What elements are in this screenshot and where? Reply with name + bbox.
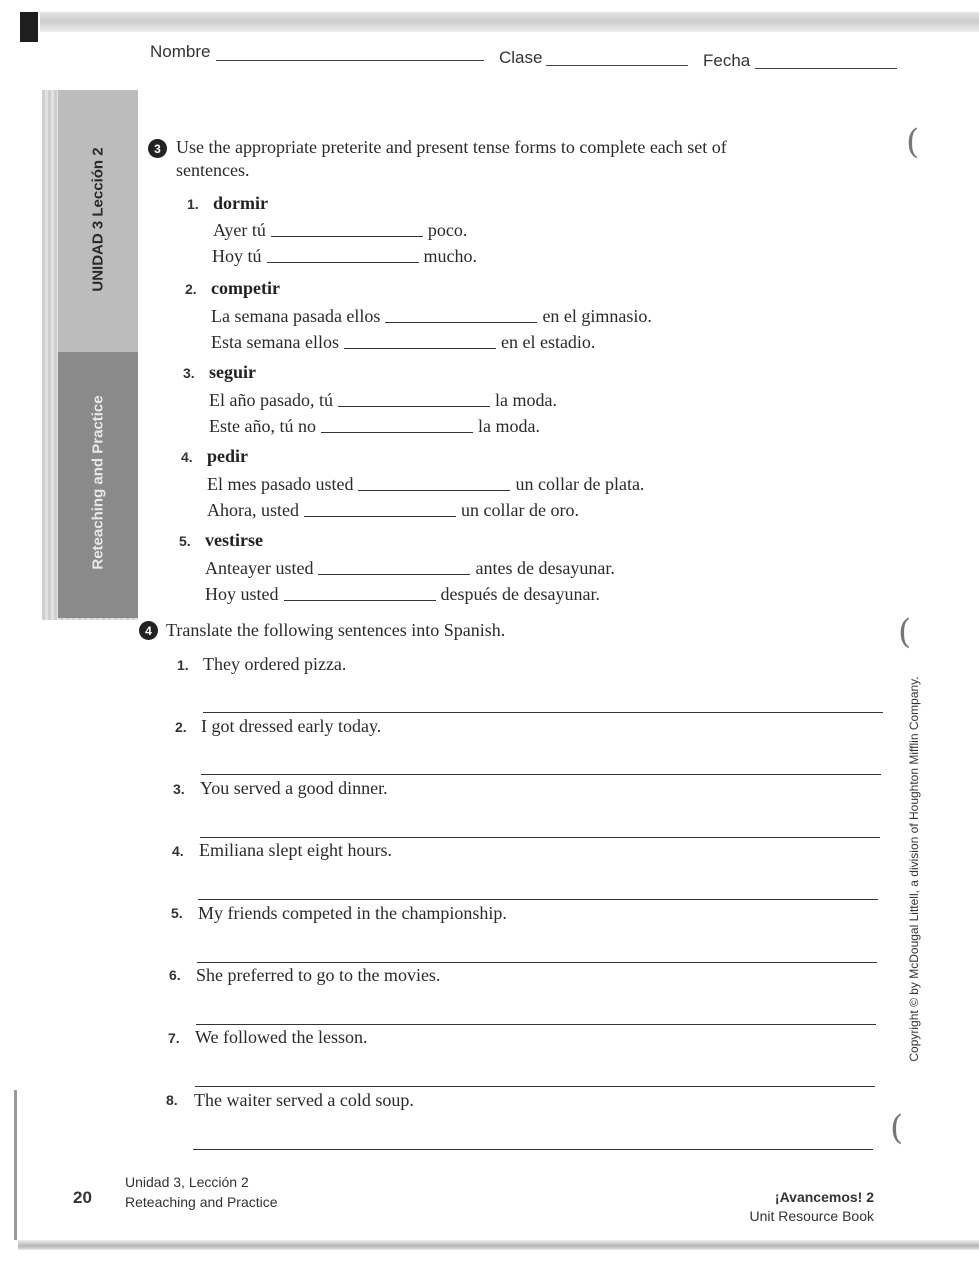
sentence-end: un collar de oro. bbox=[460, 500, 579, 520]
answer-blank[interactable] bbox=[304, 515, 456, 517]
activity-4-instructions: Translate the following sentences into Spanish. bbox=[166, 620, 506, 640]
sentence-start: Ayer tú bbox=[213, 220, 266, 240]
answer-line[interactable] bbox=[193, 1149, 873, 1150]
a3-sentence bbox=[211, 306, 652, 327]
a3-sentence bbox=[209, 416, 540, 437]
sentence-end: en el gimnasio. bbox=[542, 306, 652, 326]
answer-blank[interactable] bbox=[321, 431, 473, 433]
a4-item-number: 1. bbox=[177, 657, 189, 673]
side-tab-unit bbox=[58, 90, 138, 352]
footer-book-subtitle: Unit Resource Book bbox=[749, 1208, 874, 1224]
answer-blank[interactable] bbox=[267, 261, 419, 263]
a3-sentence bbox=[213, 220, 467, 241]
answer-blank[interactable] bbox=[358, 489, 510, 491]
sentence-start: La semana pasada ellos bbox=[211, 306, 381, 326]
sentence-start: Hoy usted bbox=[205, 584, 279, 604]
date-field[interactable] bbox=[755, 68, 897, 69]
answer-line[interactable] bbox=[203, 712, 883, 713]
sentence-start: Ahora, usted bbox=[207, 500, 299, 520]
a4-item-text: They ordered pizza. bbox=[203, 654, 347, 674]
activity-3-number: 3 bbox=[148, 139, 167, 158]
a4-item-text: We followed the lesson. bbox=[195, 1027, 368, 1047]
answer-blank[interactable] bbox=[271, 235, 423, 237]
a3-sentence bbox=[211, 332, 595, 353]
page-number: 20 bbox=[73, 1188, 92, 1207]
a3-sentence bbox=[212, 246, 477, 267]
a3-item-number: 3. bbox=[183, 365, 195, 381]
a3-verb: dormir bbox=[213, 193, 268, 213]
a3-verb: vestirse bbox=[205, 530, 263, 550]
answer-line[interactable] bbox=[198, 899, 878, 900]
sentence-end: en el estadio. bbox=[500, 332, 596, 352]
a4-item-text: You served a good dinner. bbox=[200, 778, 388, 798]
answer-blank[interactable] bbox=[344, 347, 496, 349]
sentence-start: Este año, tú no bbox=[209, 416, 316, 436]
a3-sentence bbox=[205, 584, 600, 605]
scan-left-bar bbox=[20, 12, 38, 42]
sentence-start: Esta semana ellos bbox=[211, 332, 339, 352]
binding-mark: ( bbox=[890, 1108, 904, 1148]
answer-line[interactable] bbox=[201, 774, 881, 775]
class-field[interactable] bbox=[546, 65, 688, 66]
sentence-start: El mes pasado usted bbox=[207, 474, 354, 494]
a3-item-number: 2. bbox=[185, 281, 197, 297]
answer-line[interactable] bbox=[196, 1024, 876, 1025]
a4-item-number: 7. bbox=[168, 1030, 180, 1046]
activity-3-instructions-line2: sentences. bbox=[176, 160, 250, 180]
a3-verb: pedir bbox=[207, 446, 249, 466]
footer-section: Reteaching and Practice bbox=[125, 1194, 278, 1210]
footer-book-title: ¡Avancemos! 2 bbox=[774, 1189, 874, 1205]
a4-item-number: 5. bbox=[171, 905, 183, 921]
footer-lesson: Unidad 3, Lección 2 bbox=[125, 1174, 249, 1190]
a4-item-number: 6. bbox=[169, 967, 181, 983]
answer-blank[interactable] bbox=[338, 405, 490, 407]
a4-item-text: I got dressed early today. bbox=[201, 716, 382, 736]
a3-sentence bbox=[209, 390, 557, 411]
a3-verb: seguir bbox=[209, 362, 256, 382]
scan-top-band bbox=[40, 12, 979, 32]
scan-bottom-band bbox=[18, 1240, 979, 1250]
sentence-end: poco. bbox=[427, 220, 468, 240]
sentence-end: después de desayunar. bbox=[440, 584, 600, 604]
a4-item-number: 2. bbox=[175, 719, 187, 735]
activity-3-instructions-line1: Use the appropriate preterite and present tense forms to complete each set of bbox=[176, 137, 727, 157]
a4-item-number: 8. bbox=[166, 1092, 178, 1108]
answer-line[interactable] bbox=[197, 962, 877, 963]
a3-sentence bbox=[207, 500, 579, 521]
answer-line[interactable] bbox=[195, 1086, 875, 1087]
sentence-end: la moda. bbox=[477, 416, 540, 436]
name-label: Nombre bbox=[150, 42, 211, 61]
a3-item-number: 4. bbox=[181, 449, 193, 465]
answer-blank[interactable] bbox=[284, 599, 436, 601]
binding-mark: ( bbox=[906, 122, 920, 162]
answer-line[interactable] bbox=[200, 837, 880, 838]
section-label: Reteaching and Practice bbox=[89, 395, 107, 570]
sentence-end: mucho. bbox=[423, 246, 477, 266]
sentence-end: un collar de plata. bbox=[515, 474, 645, 494]
a3-verb: competir bbox=[211, 278, 280, 298]
a4-item-text: My friends competed in the championship. bbox=[198, 903, 507, 923]
unit-lesson-label: UNIDAD 3 Lección 2 bbox=[89, 147, 107, 292]
date-label: Fecha bbox=[703, 51, 751, 70]
answer-blank[interactable] bbox=[385, 321, 537, 323]
side-tab-section bbox=[58, 352, 138, 618]
name-field[interactable] bbox=[216, 60, 484, 61]
a3-sentence bbox=[207, 474, 644, 495]
sentence-start: Hoy tú bbox=[212, 246, 262, 266]
scan-left-edge bbox=[14, 1090, 17, 1240]
a3-item-number: 1. bbox=[187, 196, 199, 212]
a3-sentence bbox=[205, 558, 615, 579]
sentence-end: la moda. bbox=[494, 390, 557, 410]
answer-blank[interactable] bbox=[318, 573, 470, 575]
a4-item-text: She preferred to go to the movies. bbox=[196, 965, 441, 985]
a3-item-number: 5. bbox=[179, 533, 191, 549]
class-label: Clase bbox=[499, 48, 543, 67]
a4-item-text: The waiter served a cold soup. bbox=[194, 1090, 414, 1110]
sentence-start: El año pasado, tú bbox=[209, 390, 333, 410]
copyright-notice: Copyright © by McDougal Littell, a division of Houghton Mifflin Company. bbox=[907, 676, 921, 1062]
a4-item-number: 4. bbox=[172, 843, 184, 859]
a4-item-number: 3. bbox=[173, 781, 185, 797]
a4-item-text: Emiliana slept eight hours. bbox=[199, 840, 392, 860]
sentence-end: antes de desayunar. bbox=[475, 558, 615, 578]
binding-mark: ( bbox=[898, 612, 912, 652]
sentence-start: Anteayer usted bbox=[205, 558, 314, 578]
activity-4-number: 4 bbox=[139, 621, 158, 640]
